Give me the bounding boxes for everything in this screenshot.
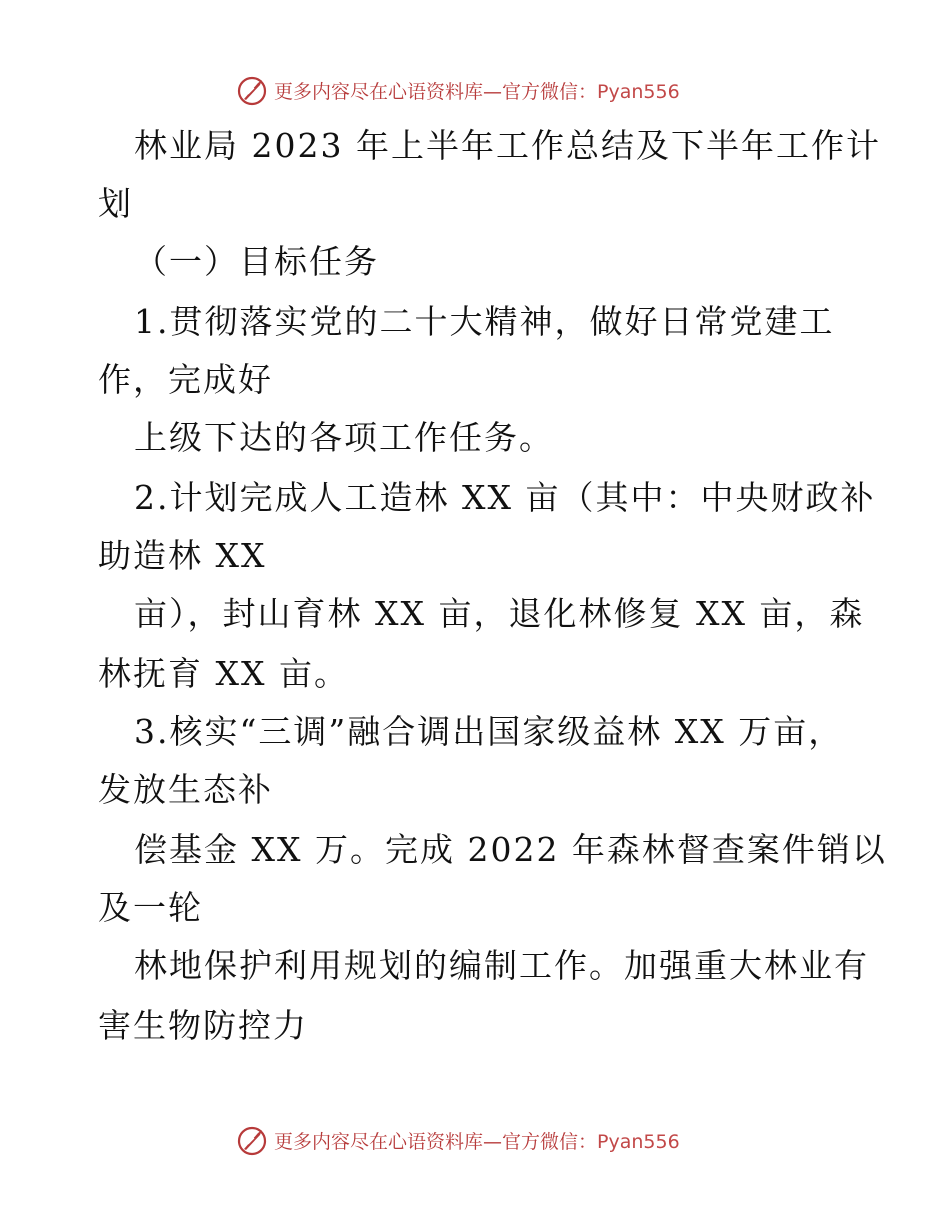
paragraph-line: 上级下达的各项工作任务。 (134, 418, 554, 457)
watermark-text: 更多内容尽在心语资料库—官方微信：Pyan556 (274, 80, 680, 103)
paragraph-line: 偿基金 XX 万。完成 2022 年森林督查案件销以 (134, 830, 887, 869)
watermark-wechat-id: Pyan556 (597, 1130, 680, 1153)
paragraph-line: 发放生态补 (98, 770, 273, 809)
paragraph-line: 2.计划完成人工造林 XX 亩（其中：中央财政补 (134, 478, 876, 517)
paragraph-line: 害生物防控力 (98, 1006, 308, 1045)
paragraph-line: 助造林 XX (98, 536, 267, 575)
paragraph-line: 作，完成好 (98, 360, 273, 399)
feather-pen-logo-icon (236, 1124, 268, 1156)
title-line-1: 林业局 2023 年上半年工作总结及下半年工作计 (134, 126, 881, 165)
paragraph-line: 3.核实“三调”融合调出国家级益林 XX 万亩， (134, 712, 844, 751)
section-heading: （一）目标任务 (134, 242, 379, 281)
paragraph-line: 1.贯彻落实党的二十大精神，做好日常党建工 (134, 302, 835, 341)
paragraph-line: 及一轮 (98, 888, 203, 927)
watermark-footer (236, 1122, 756, 1158)
watermark-text: 更多内容尽在心语资料库—官方微信：Pyan556 (274, 1130, 680, 1153)
paragraph-line: 林地保护利用规划的编制工作。加强重大林业有 (134, 946, 869, 985)
paragraph-line: 林抚育 XX 亩。 (98, 654, 349, 693)
paragraph-line: 亩），封山育林 XX 亩，退化林修复 XX 亩，森 (134, 594, 865, 633)
title-line-2: 划 (98, 184, 133, 223)
watermark-wechat-id: Pyan556 (597, 80, 680, 103)
